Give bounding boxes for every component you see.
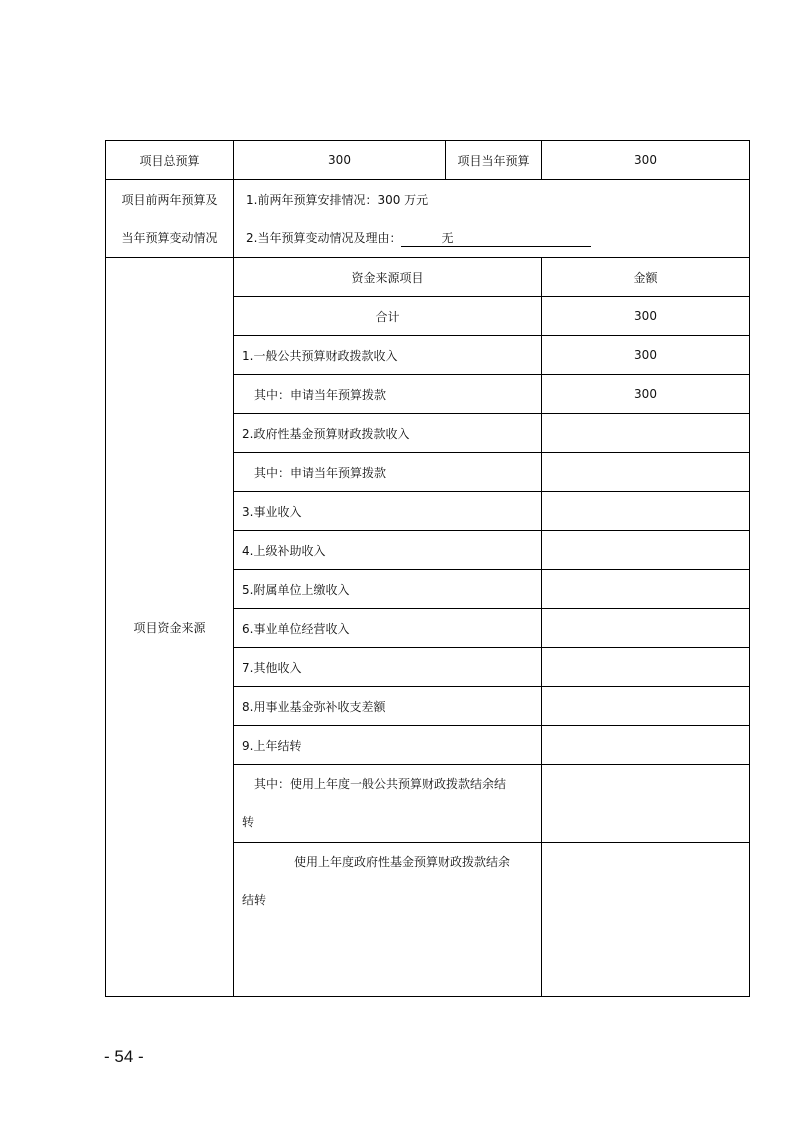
funding-row-amount bbox=[542, 453, 750, 492]
carryover-general-line1: 其中：使用上年度一般公共预算财政拨款结余结 bbox=[254, 777, 507, 791]
total-budget-label: 项目总预算 bbox=[106, 141, 234, 180]
funding-row-amount bbox=[542, 531, 750, 570]
funding-row-amount: 300 bbox=[542, 375, 750, 414]
history-label bbox=[106, 180, 234, 258]
funding-total-amount: 300 bbox=[542, 297, 750, 336]
history-change-label: 2.当年预算变动情况及理由： bbox=[246, 230, 402, 245]
current-year-budget-label: 项目当年预算 bbox=[446, 141, 542, 180]
carryover-general-line2: 转 bbox=[242, 815, 255, 829]
page-number: - 54 - bbox=[104, 1047, 144, 1066]
history-change-value: 无 bbox=[401, 230, 591, 247]
funding-row-label: 其中：申请当年预算拨款 bbox=[234, 375, 542, 414]
funding-section-label: 项目资金来源 bbox=[106, 258, 234, 997]
funding-row-amount bbox=[542, 609, 750, 648]
funding-row-label: 2.政府性基金预算财政拨款收入 bbox=[234, 414, 542, 453]
history-label-line2: 当年预算变动情况 bbox=[121, 230, 218, 245]
history-details bbox=[234, 180, 750, 258]
history-item-change bbox=[246, 219, 749, 257]
carryover-fund-line2: 结转 bbox=[242, 893, 267, 907]
funding-row-label: 5.附属单位上缴收入 bbox=[234, 570, 542, 609]
funding-row-label: 3.事业收入 bbox=[234, 492, 542, 531]
funding-row-label: 4.上级补助收入 bbox=[234, 531, 542, 570]
funding-amount-header: 金额 bbox=[542, 258, 750, 297]
funding-row-amount bbox=[542, 414, 750, 453]
current-year-budget-value: 300 bbox=[542, 141, 750, 180]
funding-row-label: 8.用事业基金弥补收支差额 bbox=[234, 687, 542, 726]
funding-row-label: 7.其他收入 bbox=[234, 648, 542, 687]
funding-header-row bbox=[106, 258, 750, 297]
funding-row-amount: 300 bbox=[542, 336, 750, 375]
carryover-fund-line1: 使用上年度政府性基金预算财政拨款结余 bbox=[294, 855, 511, 869]
history-row bbox=[106, 180, 750, 258]
carryover-general-label bbox=[234, 765, 542, 843]
funding-row-label: 6.事业单位经营收入 bbox=[234, 609, 542, 648]
funding-row-amount bbox=[542, 570, 750, 609]
carryover-general-amount bbox=[542, 765, 750, 843]
funding-total-label: 合计 bbox=[234, 297, 542, 336]
funding-source-header: 资金来源项目 bbox=[234, 258, 542, 297]
funding-row-amount bbox=[542, 492, 750, 531]
history-label-line1: 项目前两年预算及 bbox=[121, 192, 218, 207]
funding-row-amount bbox=[542, 687, 750, 726]
funding-row-label: 1.一般公共预算财政拨款收入 bbox=[234, 336, 542, 375]
funding-row-label: 9.上年结转 bbox=[234, 726, 542, 765]
funding-row-amount bbox=[542, 648, 750, 687]
funding-row-label: 其中：申请当年预算拨款 bbox=[234, 453, 542, 492]
budget-form-table bbox=[105, 140, 750, 997]
carryover-fund-amount bbox=[542, 843, 750, 997]
total-budget-value: 300 bbox=[234, 141, 446, 180]
funding-row-amount bbox=[542, 726, 750, 765]
history-item-previous-years: 1.前两年预算安排情况：300 万元 bbox=[246, 192, 429, 207]
budget-row bbox=[106, 141, 750, 180]
carryover-fund-label bbox=[234, 843, 542, 997]
